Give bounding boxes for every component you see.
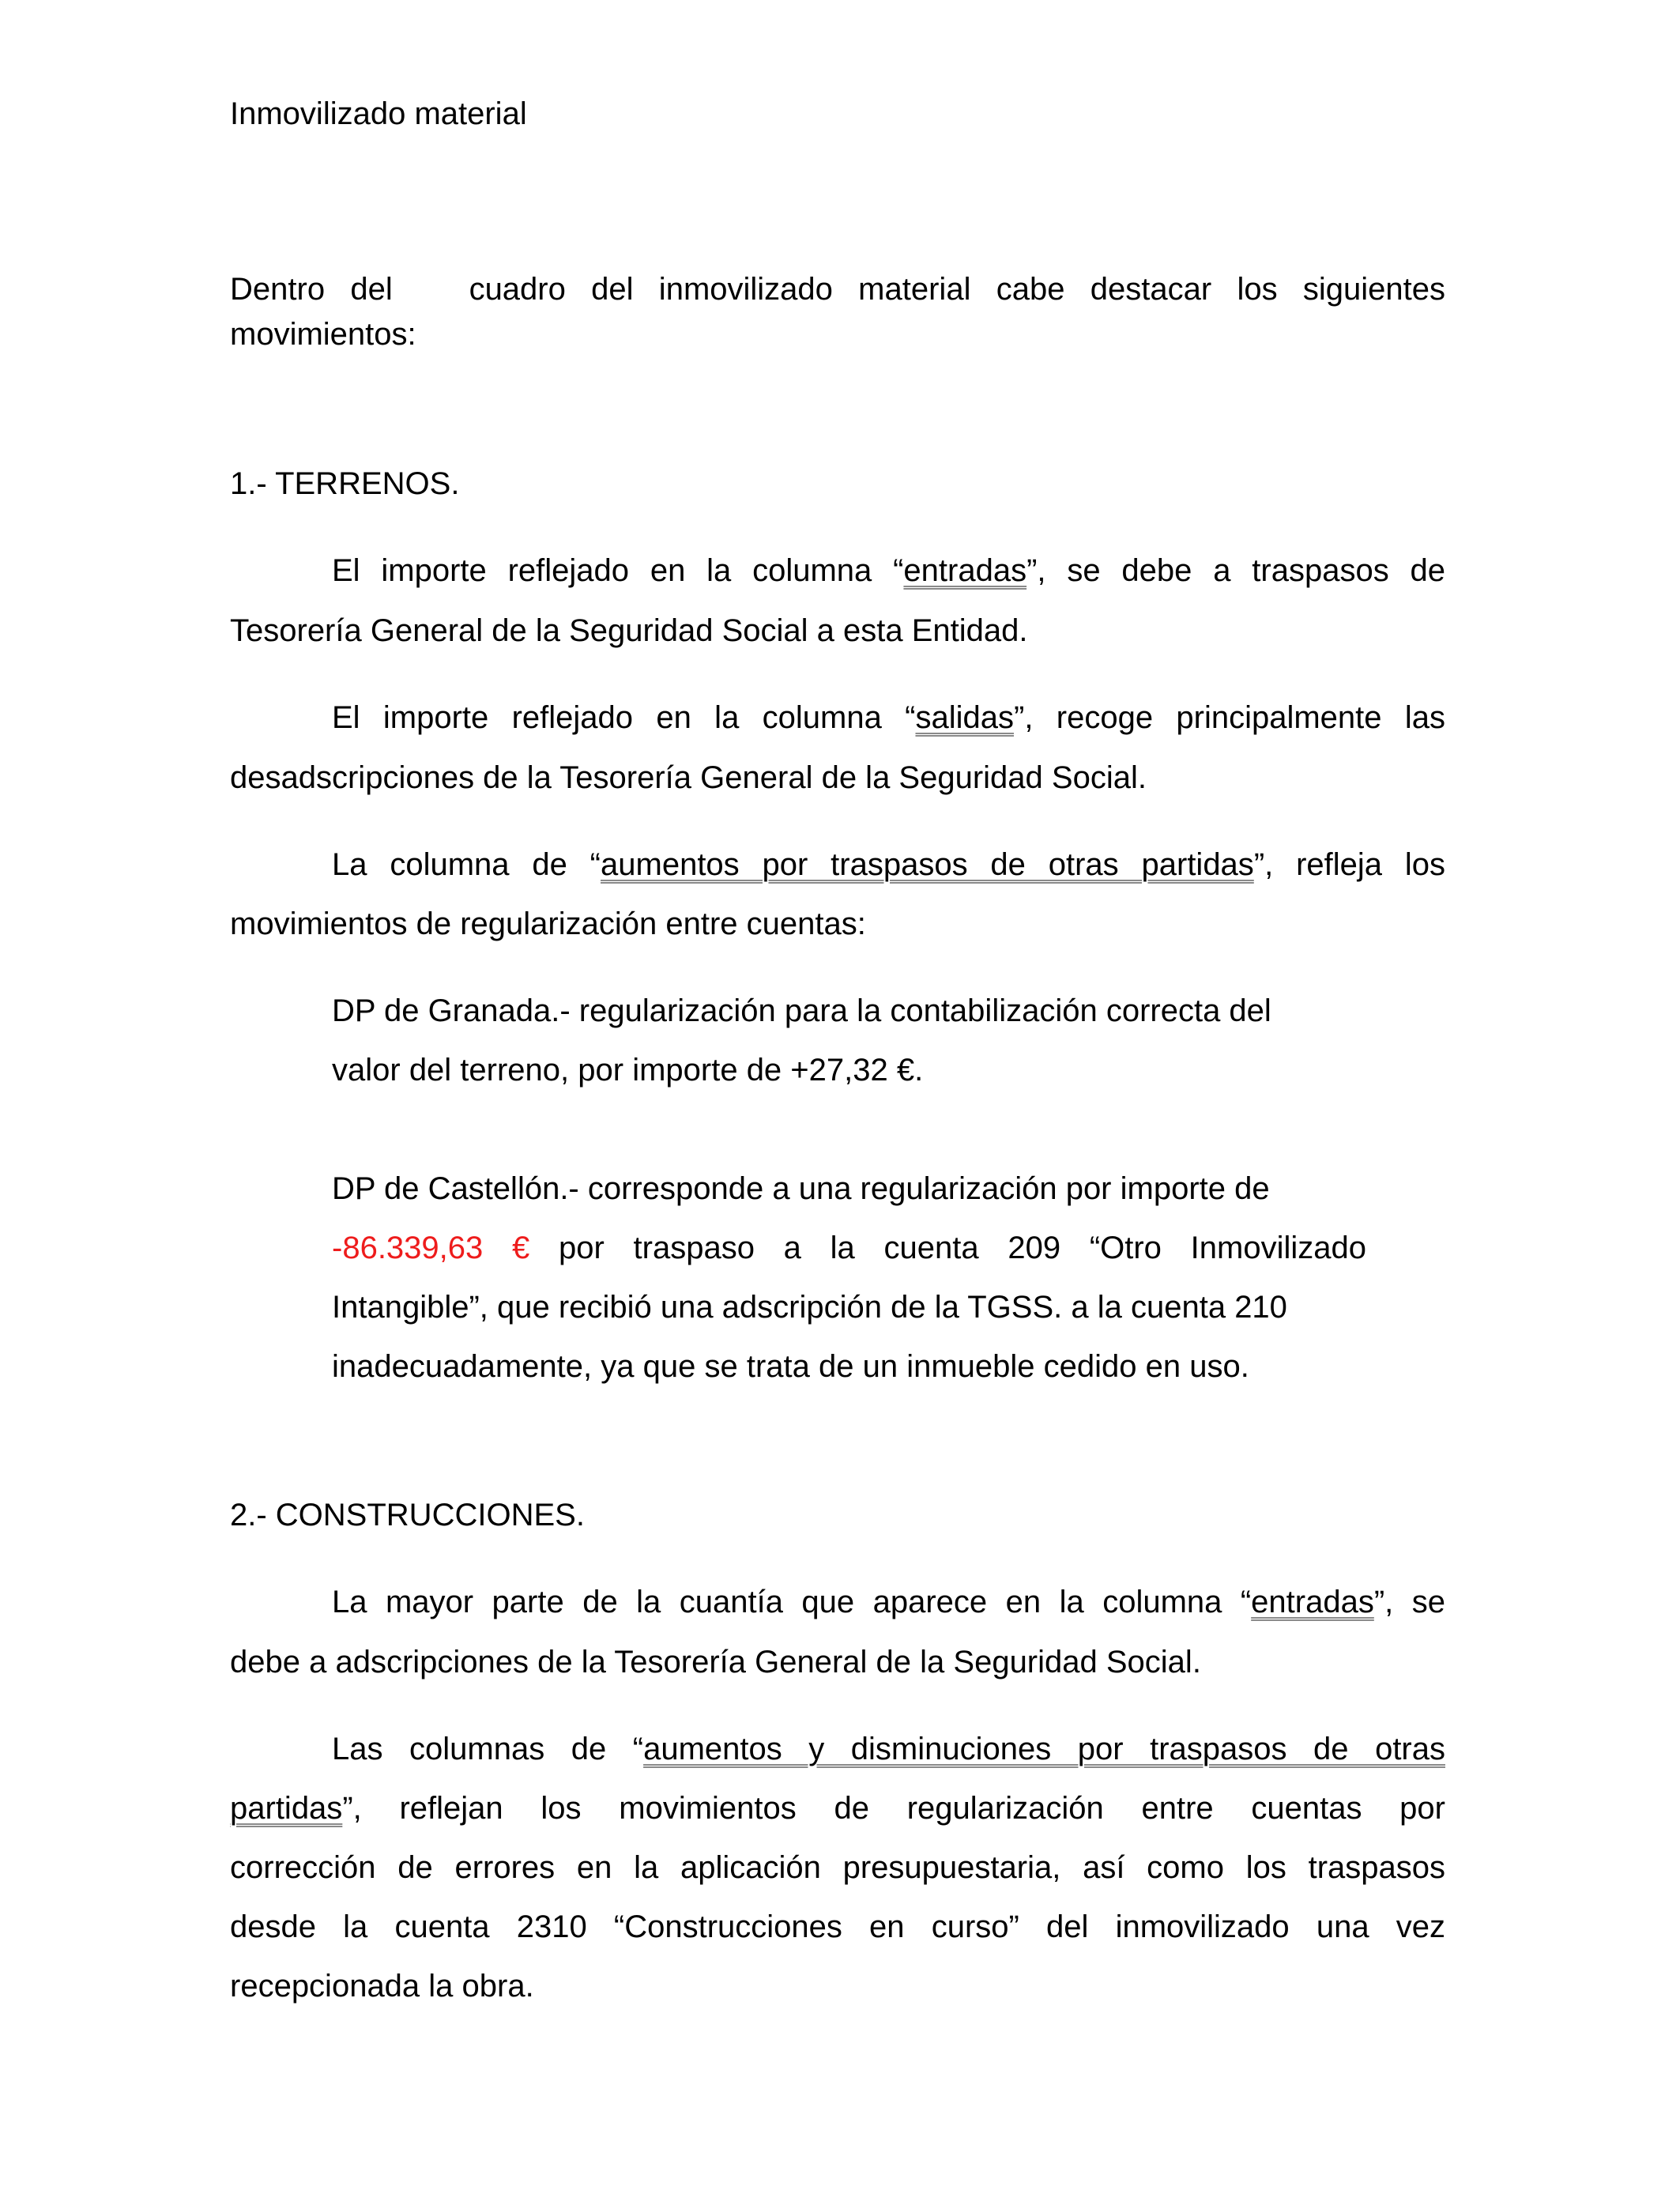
- s2-p2-line-2: [230, 1789, 1445, 1827]
- s1-p3-b: ”, refleja los: [1253, 847, 1445, 882]
- intro-line-1-a: Dentro del: [230, 272, 393, 307]
- s2-p1-a: La mayor parte de la cuantía que aparece en la columna “: [332, 1585, 1252, 1619]
- intro-line-1-b: cuadro del inmovilizado material cabe destacar los siguientes: [469, 272, 1445, 307]
- s1-p2-a: El importe reflejado en la columna “: [332, 700, 916, 735]
- s1-p2-line-1: [332, 699, 1445, 737]
- castellon-line-3: Intangible”, que recibió una adscripción de la TGSS. a la cuenta 210: [332, 1290, 1287, 1325]
- s2-p1-line-1: [332, 1583, 1445, 1621]
- intro-line-2: movimientos:: [230, 317, 416, 352]
- s2-p2-line-5: recepcionada la obra.: [230, 1969, 534, 2004]
- granada-line-2: valor del terreno, por importe de +27,32 €.: [332, 1053, 924, 1088]
- s1-p1-b: ”, se debe a traspasos de: [1026, 553, 1445, 588]
- s2-p2-line-4-b: Construcciones en curso” del inmovilizado una vez: [624, 1909, 1445, 1944]
- s1-p1-a: El importe reflejado en la columna “: [332, 553, 904, 588]
- granada-line-1: DP de Granada.- regularización para la contabilización correcta del: [332, 993, 1271, 1028]
- s2-p1-entradas: entradas: [1251, 1585, 1374, 1619]
- s1-p1-line-2: Tesorería General de la Seguridad Social a esta Entidad.: [230, 613, 1028, 648]
- intro-line-1: [230, 270, 1445, 308]
- s2-p2-line-1: [332, 1730, 1445, 1768]
- s2-p2-partidas: partidas: [230, 1791, 343, 1826]
- castellon-line-1: DP de Castellón.- corresponde a una regularización por importe de: [332, 1171, 1270, 1206]
- s1-p2-salidas: salidas: [915, 700, 1014, 735]
- castellon-amount: -86.339,63 €: [332, 1231, 530, 1265]
- s2-p2-a: Las columnas de “: [332, 1732, 644, 1766]
- s2-p2-line-4-a: desde la cuenta 2310 “: [230, 1909, 625, 1944]
- s1-p3-aumentos: aumentos por traspasos de otras partidas: [601, 847, 1254, 882]
- s1-p1-line-1: [332, 552, 1445, 590]
- section-1-heading: 1.- TERRENOS.: [230, 466, 460, 501]
- s2-p2-b: ”, reflejan los movimientos de regularización entre cuentas por: [342, 1791, 1445, 1826]
- castellon-line-2-rest: por traspaso a la cuenta 209 “Otro Inmovilizado: [529, 1231, 1366, 1265]
- s1-p3-line-2: movimientos de regularización entre cuentas:: [230, 907, 866, 941]
- document-title: Inmovilizado material: [230, 96, 527, 131]
- s1-p3-a: La columna de “: [332, 847, 601, 882]
- s1-p1-entradas: entradas: [903, 553, 1027, 588]
- s1-p2-b: ”, recoge principalmente las: [1014, 700, 1445, 735]
- s2-p2-line-4: [230, 1908, 1445, 1946]
- s1-p2-line-2: desadscripciones de la Tesorería General de la Seguridad Social.: [230, 760, 1147, 795]
- s2-p2-line-3: corrección de errores en la aplicación presupuestaria, así como los traspasos: [230, 1850, 1445, 1885]
- castellon-line-2: [332, 1229, 1366, 1267]
- s2-p1-line-2: debe a adscripciones de la Tesorería General de la Seguridad Social.: [230, 1645, 1201, 1679]
- section-2-heading: 2.- CONSTRUCCIONES.: [230, 1498, 585, 1532]
- s2-p2-aumentos: aumentos y disminuciones por traspasos de otras: [643, 1732, 1445, 1766]
- castellon-line-4: inadecuadamente, ya que se trata de un inmueble cedido en uso.: [332, 1349, 1249, 1384]
- s2-p1-b: ”, se: [1373, 1585, 1445, 1619]
- s1-p3-line-1: [332, 846, 1445, 884]
